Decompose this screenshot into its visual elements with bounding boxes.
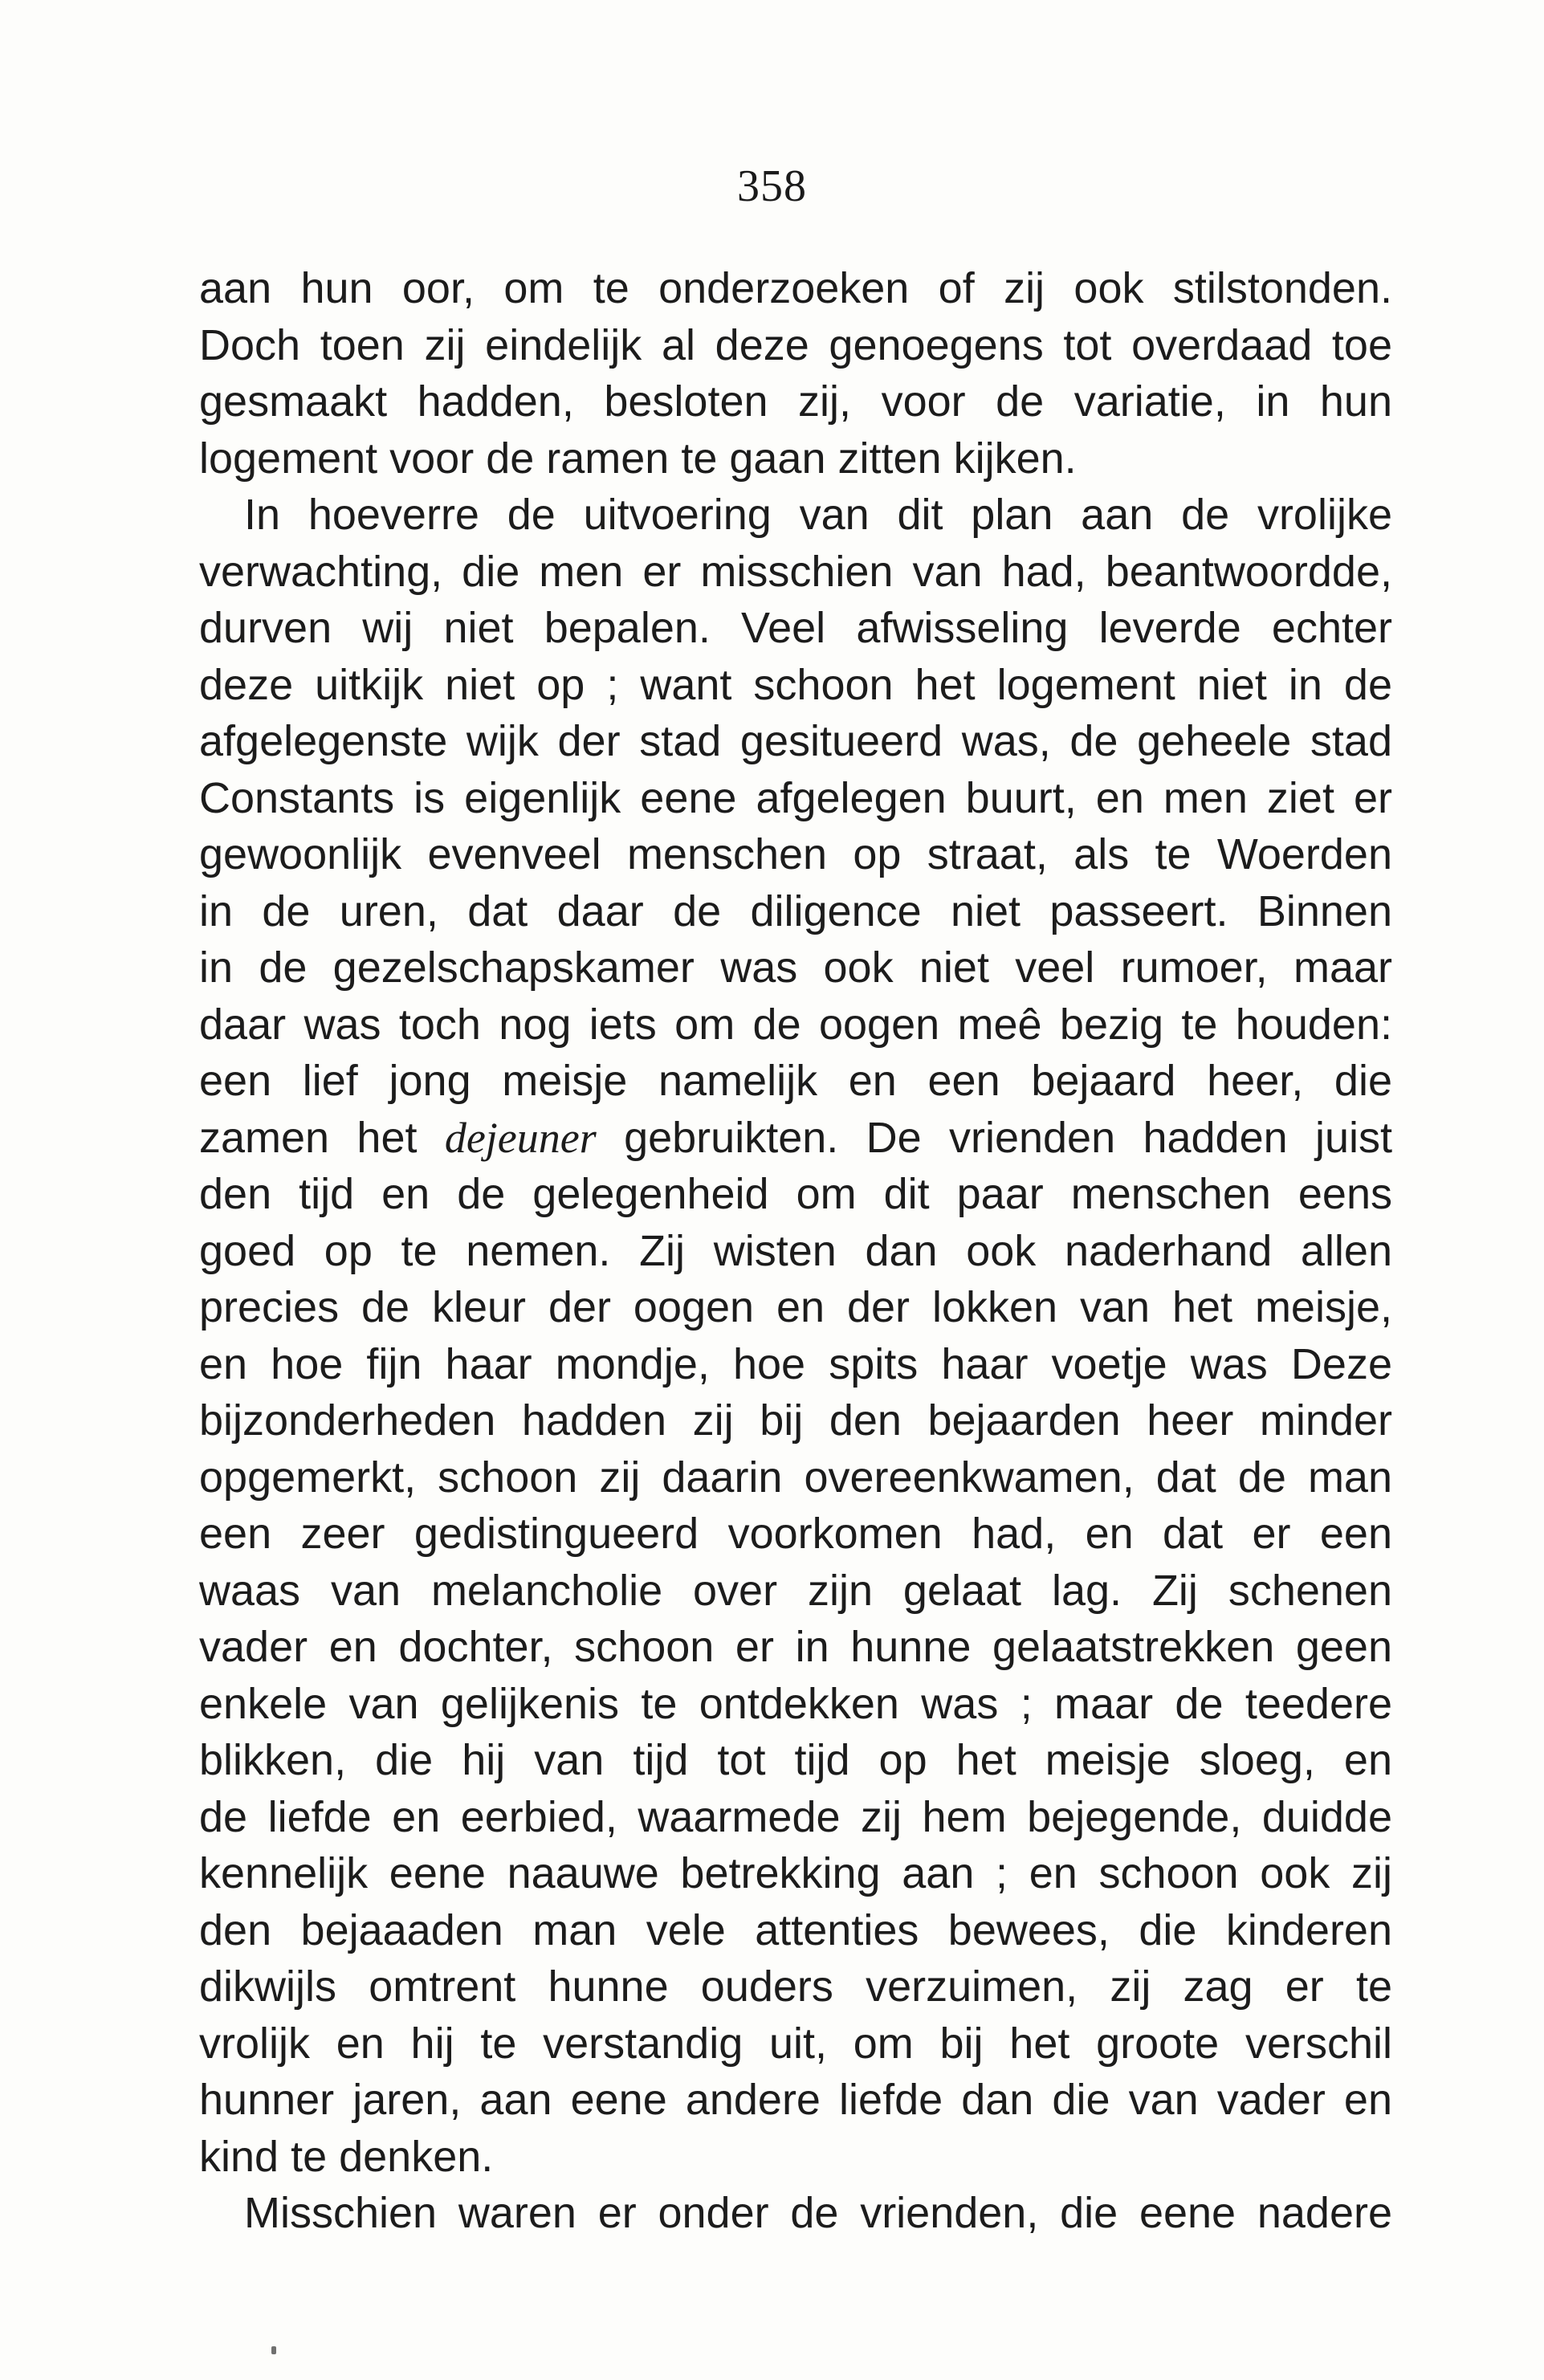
text-line: hunner jaren, aan eene andere liefde dan die van vader en — [199, 2076, 1392, 2124]
text-line: de liefde en eerbied, waarmede zij hem bejegende, duidde — [199, 1792, 1392, 1841]
text-line: een zeer gedistingueerd voorkomen had, en dat er een — [199, 1510, 1392, 1558]
text-line: goed op te nemen. Zij wisten dan ook naderhand allen — [199, 1226, 1392, 1275]
text-line: kind te denken. — [199, 2132, 494, 2181]
text-line: kennelijk eene naauwe betrekking aan ; en schoon ook zij — [199, 1849, 1392, 1897]
text-line: verwachting, die men er misschien van had, beantwoordde, — [199, 547, 1392, 596]
page-number: 358 — [737, 161, 807, 211]
text-line-with-italic — [199, 1110, 1392, 1167]
text-line: Constants is eigenlijk eene afgelegen buurt, en men ziet er — [199, 773, 1392, 822]
body-text — [199, 260, 1392, 2242]
text-line: een lief jong meisje namelijk en een bejaard heer, die — [199, 1057, 1392, 1105]
text-line: in de uren, dat daar de diligence niet passeert. Binnen — [199, 886, 1392, 935]
text-line: in de gezelschapskamer was ook niet veel rumoer, maar — [199, 943, 1392, 992]
text-line: logement voor de ramen te gaan zitten kijken. — [199, 434, 1077, 483]
text-line: blikken, die hij van tijd tot tijd op het meisje sloeg, en — [199, 1736, 1392, 1784]
text-line: gesmaakt hadden, besloten zij, voor de variatie, in hun — [199, 377, 1392, 426]
text-line: daar was toch nog iets om de oogen meê bezig te houden: — [199, 1000, 1392, 1049]
text-line: dikwijls omtrent hunne ouders verzuimen, zij zag er te — [199, 1962, 1392, 2011]
text-line: precies de kleur der oogen en der lokken van het meisje, — [199, 1283, 1392, 1331]
text-segment: zamen het — [199, 1113, 445, 1162]
text-line: enkele van gelijkenis te ontdekken was ; maar de teedere — [199, 1679, 1392, 1728]
paragraph-start-line: In hoeverre de uitvoering van dit plan aan de vrolijke — [244, 491, 1392, 539]
text-line: deze uitkijk niet op ; want schoon het logement niet in de — [199, 660, 1392, 709]
print-mark — [271, 2346, 276, 2354]
paragraph-start-line: Misschien waren er onder de vrienden, die eene nadere — [244, 2189, 1392, 2237]
text-line: bijzonderheden hadden zij bij den bejaarden heer minder — [199, 1396, 1392, 1445]
text-line: Doch toen zij eindelijk al deze genoegens tot overdaad toe — [199, 320, 1392, 369]
text-line: en hoe fijn haar mondje, hoe spits haar voetje was Deze — [199, 1339, 1392, 1388]
text-line: opgemerkt, schoon zij daarin overeenkwamen, dat de man — [199, 1453, 1392, 1502]
text-line: den tijd en de gelegenheid om dit paar menschen eens — [199, 1170, 1392, 1218]
text-line: waas van melancholie over zijn gelaat lag. Zij schenen — [199, 1566, 1392, 1615]
text-line: den bejaaaden man vele attenties bewees, die kinderen — [199, 1905, 1392, 1954]
text-line: afgelegenste wijk der stad gesitueerd was, de geheele stad — [199, 717, 1392, 765]
text-line: gewoonlijk evenveel menschen op straat, als te Woerden — [199, 830, 1392, 878]
text-line: aan hun oor, om te onderzoeken of zij ook stilstonden. — [199, 264, 1392, 312]
text-line: vader en dochter, schoon er in hunne gelaatstrekken geen — [199, 1623, 1392, 1671]
text-segment: gebruikten. De vrienden hadden juist — [596, 1113, 1392, 1162]
text-line: vrolijk en hij te verstandig uit, om bij het groote verschil — [199, 2019, 1392, 2068]
text-line: durven wij niet bepalen. Veel afwisseling leverde echter — [199, 604, 1392, 652]
italic-word: dejeuner — [444, 1113, 597, 1162]
